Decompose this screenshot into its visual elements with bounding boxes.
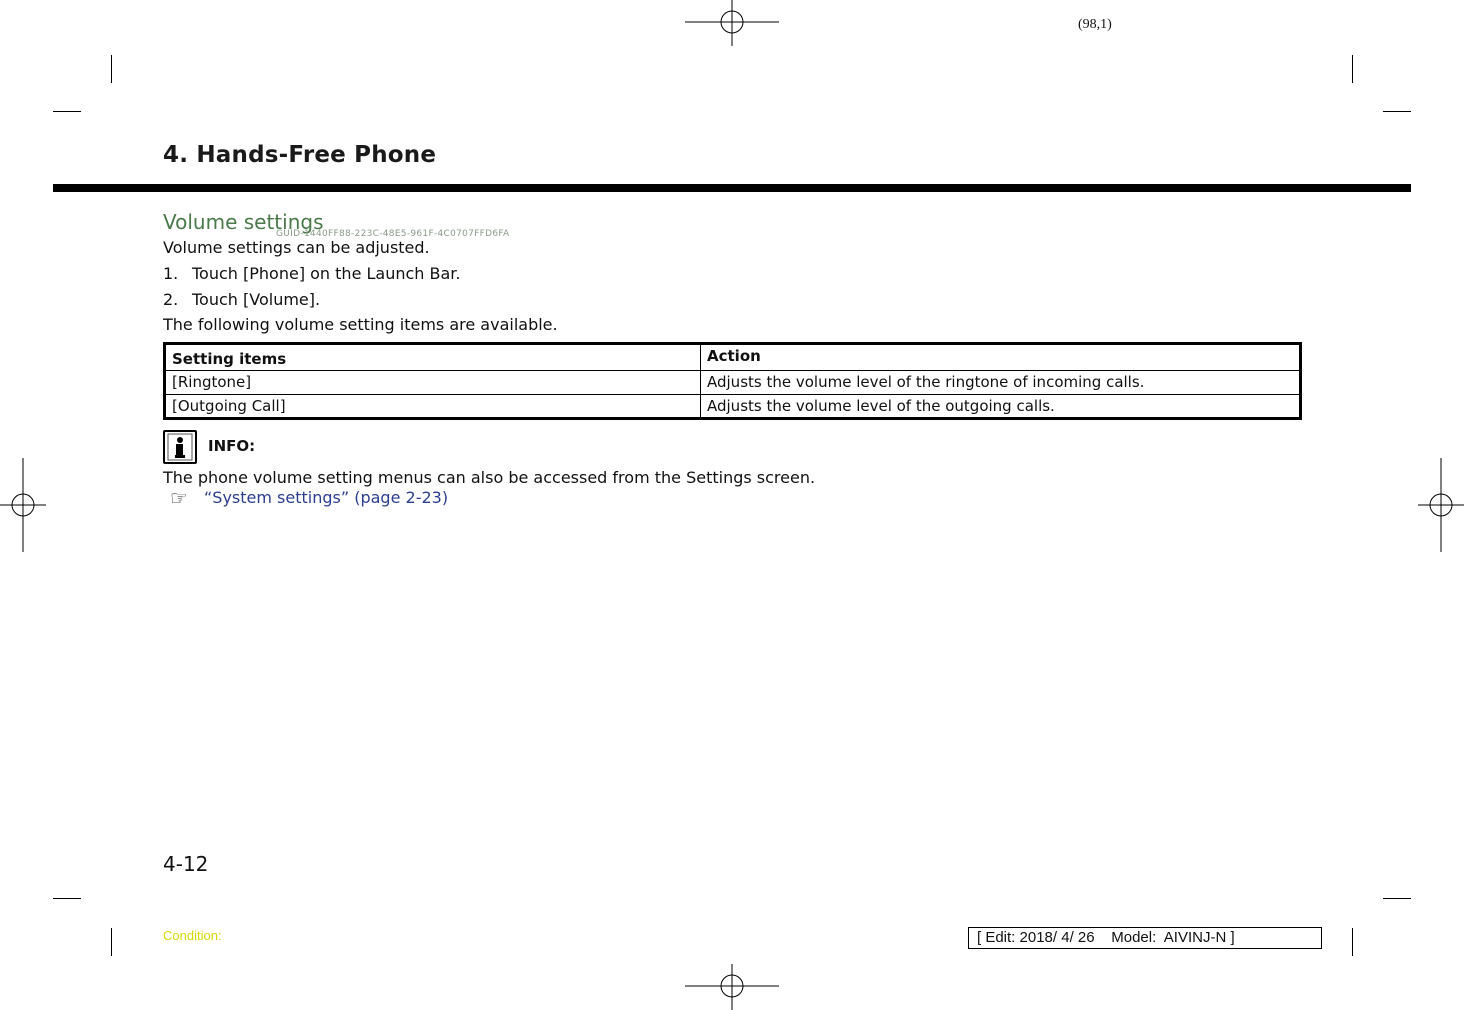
- pointing-hand-icon: ☞: [170, 486, 188, 510]
- info-label: INFO:: [208, 437, 256, 455]
- system-settings-reference-link[interactable]: “System settings” (page 2-23): [204, 488, 449, 507]
- chapter-title: 4. Hands-Free Phone: [163, 142, 437, 168]
- chapter-rule: [53, 184, 1411, 192]
- info-icon: [163, 430, 197, 464]
- table-row: [165, 371, 1301, 395]
- table-cell-action: Adjusts the volume level of the outgoing calls.: [701, 395, 1301, 419]
- table-cell-setting: [Outgoing Call]: [165, 395, 701, 419]
- edit-info-box: [ Edit: 2018/ 4/ 26 Model: AIVINJ-N ]: [968, 927, 1322, 949]
- table-cell-action: Adjusts the volume level of the ringtone of incoming calls.: [701, 371, 1301, 395]
- step-text: Touch [Phone] on the Launch Bar.: [192, 264, 461, 283]
- available-items-text: The following volume setting items are available.: [163, 315, 558, 334]
- table-header-row: [165, 344, 1301, 371]
- table-header-action: Action: [701, 344, 1301, 371]
- registration-mark-top: [685, 0, 779, 46]
- step-number: 2.: [163, 290, 179, 309]
- step-text: Touch [Volume].: [192, 290, 321, 309]
- table-row: [165, 395, 1301, 419]
- table-cell-setting: [Ringtone]: [165, 371, 701, 395]
- intro-text: Volume settings can be adjusted.: [163, 238, 430, 257]
- page-number: 4-12: [163, 852, 209, 876]
- info-text: The phone volume setting menus can also be accessed from the Settings screen.: [163, 468, 816, 487]
- section-guid: GUID-1440FF88-223C-48E5-961F-4C0707FFD6FA: [276, 229, 510, 239]
- table-header-setting-items: Setting items: [165, 344, 701, 371]
- registration-mark-left: [0, 458, 46, 552]
- registration-mark-right: [1418, 458, 1464, 552]
- section-title: Volume settings: [163, 210, 324, 234]
- condition-label: Condition:: [163, 928, 222, 943]
- registration-mark-bottom: [685, 964, 779, 1010]
- page-code: (98,1): [1078, 17, 1112, 32]
- step-number: 1.: [163, 264, 179, 283]
- volume-settings-table: [163, 342, 1302, 420]
